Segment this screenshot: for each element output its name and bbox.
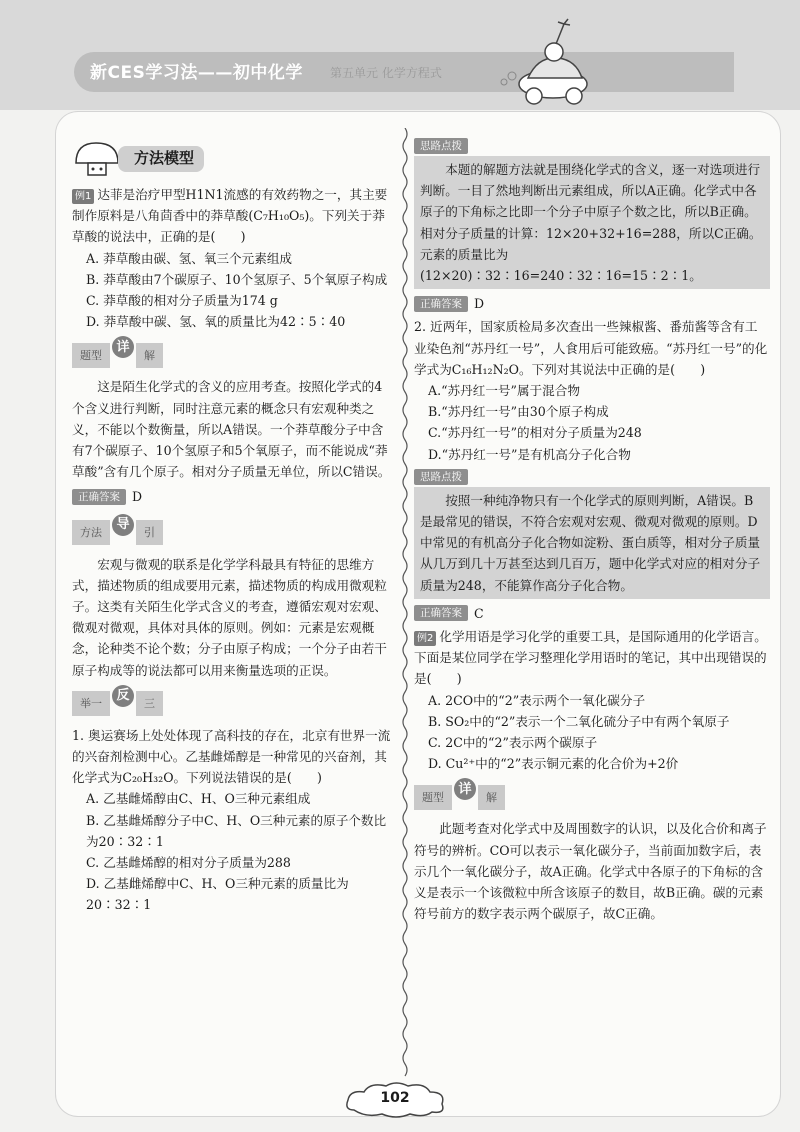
example2-number: 例2 (414, 631, 436, 646)
page-number: 102 (380, 1090, 410, 1106)
answer-question1 (414, 293, 770, 314)
example2-option-c: C. 2C中的“2”表示两个碳原子 (428, 735, 598, 751)
example1-text: 达菲是治疗甲型H1N1流感的有效药物之一，其主要制作原料是八角茴香中的莽草酸(C₇H₁₀O₅)。下列关于莽草酸的说法中，正确的是( ) (72, 187, 388, 245)
left-column (72, 138, 394, 916)
badge-char: 详 (112, 336, 134, 358)
hint1-text: 本题的解题方法就是围绕化学式的含义，逐一对选项进行判断。一目了然地判断出元素组成，所以A正确。化学式中各原子的下角标之比即一个分子中原子个数之比，所以B正确。相对分子质量的计算：12×20+32+16=288，所以C正确。元素的质量比为(12×20)∶32∶16=240∶32∶16=15∶2∶1。 (414, 156, 770, 289)
badge-practice (72, 687, 163, 721)
question2-number: 2. (414, 319, 427, 335)
badge-left: 举一 (72, 691, 110, 716)
answer-value: D (474, 296, 485, 312)
answer-example1 (72, 486, 394, 507)
example1-option-b: B. 莽草酸由7个碳原子、10个氢原子、5个氧原子构成 (86, 271, 388, 287)
example2-option-d: D. Cu²⁺中的“2”表示铜元素的化合价为+2价 (428, 756, 679, 772)
badge-char: 详 (454, 778, 476, 800)
answer-value: C (474, 605, 484, 621)
hint1-header (414, 138, 770, 154)
question2-option-c: C.“苏丹红一号”的相对分子质量为248 (428, 425, 642, 441)
chapter-subtitle: 第五单元 化学方程式 (330, 66, 442, 80)
example1-option-a: A. 莽草酸由碳、氢、氧三个元素组成 (86, 250, 293, 266)
page-header (0, 0, 800, 110)
question2-stem (414, 316, 770, 380)
badge-right: 解 (478, 785, 505, 810)
method-guide-text: 宏观与微观的联系是化学学科最具有特征的思维方式，描述物质的组成要用元素，描述物质的构成用微观粒子。这类有关陌生化学式含义的考查，遵循宏观对宏观、微观对微观，具体对具体的原则。例如：元素是宏观概念，论种类不论个数；分子由原子构成；一个分子由若干原子构成等的说法都可以用来衡量选项的正误。 (72, 556, 387, 678)
answer-label: 正确答案 (72, 489, 126, 505)
answer-value: D (132, 489, 143, 505)
badge-char: 反 (112, 685, 134, 707)
section-heading (72, 138, 394, 180)
page-number-badge (340, 1080, 450, 1120)
hint-label: 思路点拨 (414, 138, 468, 154)
question2-option-b: B.“苏丹红一号”由30个原子构成 (428, 404, 609, 420)
question1-option-b: B. 乙基雌烯醇分子中C、H、O三种元素的原子个数比为20∶32∶1 (86, 812, 387, 849)
question2-option-a: A.“苏丹红一号”属于混合物 (428, 383, 580, 399)
book-title: 新CES学习法——初中化学 (90, 63, 303, 83)
example2-stem (414, 626, 770, 690)
badge-char: 导 (112, 514, 134, 536)
example2-text: 化学用语是学习化学的重要工具，是国际通用的化学语言。下面是某位同学在学习整理化学用语时的笔记，其中出现错误的是( ) (414, 629, 767, 687)
question1-text: 奥运赛场上处处体现了高科技的存在，北京有世界一流的兴奋剂检测中心。乙基雌烯醇是一种常见的兴奋剂，其化学式为C₂₀H₃₂O。下列说法错误的是( ) (72, 727, 391, 786)
answer-question2 (414, 603, 770, 624)
badge-right: 三 (136, 691, 163, 716)
question1-number: 1. (72, 727, 85, 743)
explanation-2: 此题考查对化学式中及周围数字的认识，以及化合价和离子符号的辨析。CO可以表示一氧化碳分子，当前面加数字后，表示几个一氧化碳分子，故A正确。化学式中各原子的下角标的含义是表示一个该微粒中所含该原子的数目，故B正确。碳的元素符号前方的数字表示两个碳原子，故C正确。 (414, 821, 767, 922)
badge-left: 题型 (414, 785, 452, 810)
question1-stem (72, 725, 394, 789)
badge-method-guide (72, 516, 163, 550)
question1-option-c: C. 乙基雌烯醇的相对分子质量为288 (86, 855, 291, 871)
mushroom-icon (72, 139, 124, 179)
answer-label: 正确答案 (414, 296, 468, 312)
example1-option-d: D. 莽草酸中碳、氢、氧的质量比为42∶5∶40 (86, 314, 346, 330)
question1-option-d: D. 乙基雌烯醇中C、H、O三种元素的质量比为20∶32∶1 (86, 876, 349, 913)
badge-right: 引 (136, 520, 163, 545)
hint2-text: 按照一种纯净物只有一个化学式的原则判断，A错误。B是最常见的错误，不符合宏观对宏观、微观对微观的原则。D中常见的有机高分子化合物如淀粉、蛋白质等，相对分子质量从几万到几十万甚至达到几百万，题中化学式对应的相对分子质量为248，不能算作高分子化合物。 (414, 487, 770, 599)
badge-detailed-solution-2 (414, 780, 505, 814)
hint2-header (414, 469, 770, 485)
column-divider (400, 128, 410, 1083)
badge-left: 题型 (72, 343, 110, 368)
badge-detailed-solution (72, 338, 163, 372)
question2-option-d: D.“苏丹红一号”是有机高分子化合物 (428, 446, 631, 462)
question1-option-a: A. 乙基雌烯醇由C、H、O三种元素组成 (86, 791, 311, 807)
example1-stem (72, 184, 394, 248)
cartoon-car-icon (498, 18, 608, 110)
answer-label: 正确答案 (414, 605, 468, 621)
right-column (414, 134, 770, 925)
hint-label: 思路点拨 (414, 469, 468, 485)
example2-option-a: A. 2CO中的“2”表示两个一氧化碳分子 (428, 692, 646, 708)
example1-option-c: C. 莽草酸的相对分子质量为174 g (86, 293, 278, 309)
question2-text: 近两年，国家质检局多次查出一些辣椒酱、番茄酱等含有工业染色剂“苏丹红一号”，人食用后可能致癌。“苏丹红一号”的化学式为C₁₆H₁₂N₂O。下列对其说法中正确的是( ) (414, 319, 768, 377)
example1-number: 例1 (72, 189, 94, 204)
section-title: 方法模型 (118, 146, 204, 171)
explanation-1: 这是陌生化学式的含义的应用考查。按照化学式的4个含义进行判断，同时注意元素的概念只有宏观种类之义，不能以个数衡量，所以A错误。一个莽草酸分子中含有7个碳原子、10个氢原子和5个氧原子，而不能说成“莽草酸”含有几个原子。相对分子质量无单位，所以C错误。 (72, 379, 391, 480)
badge-left: 方法 (72, 520, 110, 545)
example2-option-b: B. SO₂中的“2”表示一个二氧化硫分子中有两个氧原子 (428, 713, 730, 729)
badge-right: 解 (136, 343, 163, 368)
